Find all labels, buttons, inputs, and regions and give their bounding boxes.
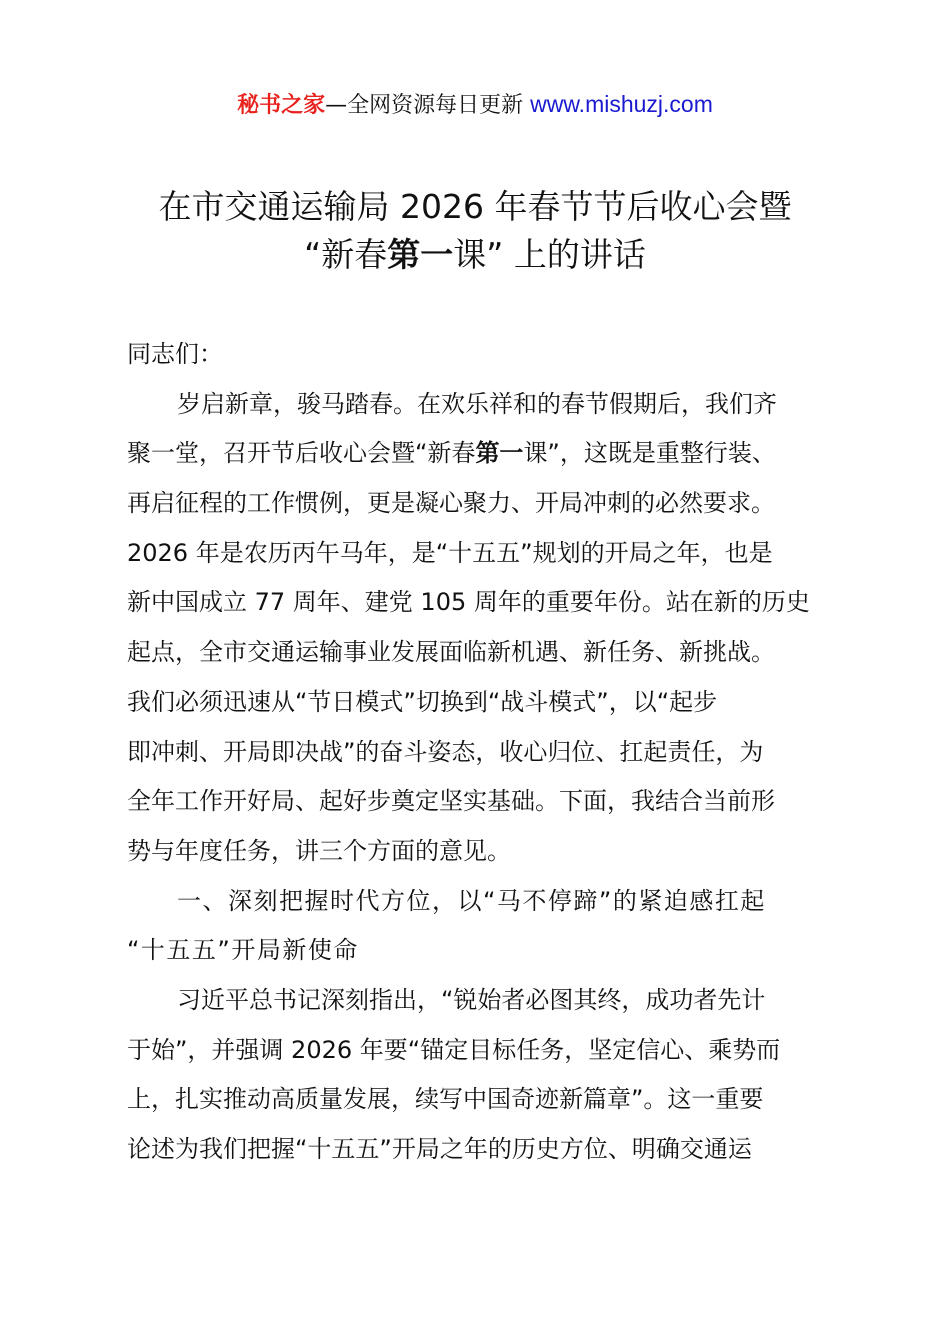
paragraph-line: 即冲刺、开局即决战”的奋斗姿态，收心归位、扛起责任，为	[127, 737, 764, 766]
section-heading-line: 一、深刻把握时代方位，以“马不停蹄”的紧迫感扛起	[177, 886, 766, 915]
paragraph-line: 岁启新章，骏马踏春。在欢乐祥和的春节假期后，我们齐	[177, 389, 777, 418]
text: 聚一堂，召开节后收心会暨“新春	[127, 439, 476, 468]
document-body	[127, 330, 847, 1175]
paragraph-line: 新中国成立 77 周年、建党 105 周年的重要年份。站在新的历史	[127, 588, 810, 617]
title-text: “新春	[304, 235, 388, 274]
paragraph-line: 2026 年是农历丙午马年，是“十五五”规划的开局之年，也是	[127, 538, 773, 567]
site-banner	[0, 88, 950, 119]
banner-slogan: —全网资源每日更新	[325, 93, 531, 118]
paragraph-line: 我们必须迅速从“节日模式”切换到“战斗模式”，以“起步	[127, 687, 718, 716]
brand-name: 秘书之家	[237, 93, 326, 118]
paragraph-line: 习近平总书记深刻指出，“锐始者必图其终，成功者先计	[177, 985, 766, 1014]
paragraph-line: 于始”，并强调 2026 年要“锚定目标任务，坚定信心、乘势而	[127, 1035, 781, 1064]
paragraph-line: 起点，全市交通运输事业发展面临新机遇、新任务、新挑战。	[127, 638, 775, 667]
paragraph-line: 全年工作开好局、起好步奠定坚实基础。下面，我结合当前形	[127, 787, 775, 816]
document-title	[0, 183, 950, 279]
paragraph-line	[127, 429, 847, 479]
text: 课”，这既是重整行装、	[523, 439, 776, 468]
title-line-2	[0, 231, 950, 279]
title-line-1: 在市交通运输局 2026 年春节节后收心会暨	[158, 187, 792, 226]
paragraph-line: 再启征程的工作惯例，更是凝心聚力、开局冲刺的必然要求。	[127, 489, 775, 518]
paragraph-line: 势与年度任务，讲三个方面的意见。	[127, 836, 511, 865]
title-bold-text: 第一	[387, 235, 454, 274]
site-url-link[interactable]: www.mishuzj.com	[530, 91, 713, 117]
bold-text: 第一	[475, 439, 524, 468]
paragraph-line: 论述为我们把握“十五五”开局之年的历史方位、明确交通运	[127, 1135, 752, 1163]
title-text: 课” 上的讲话	[453, 235, 646, 274]
section-heading-line: “十五五”开局新使命	[127, 936, 359, 965]
salutation: 同志们：	[127, 340, 223, 368]
paragraph-line: 上，扎实推动高质量发展，续写中国奇迹新篇章”。这一重要	[127, 1085, 764, 1114]
